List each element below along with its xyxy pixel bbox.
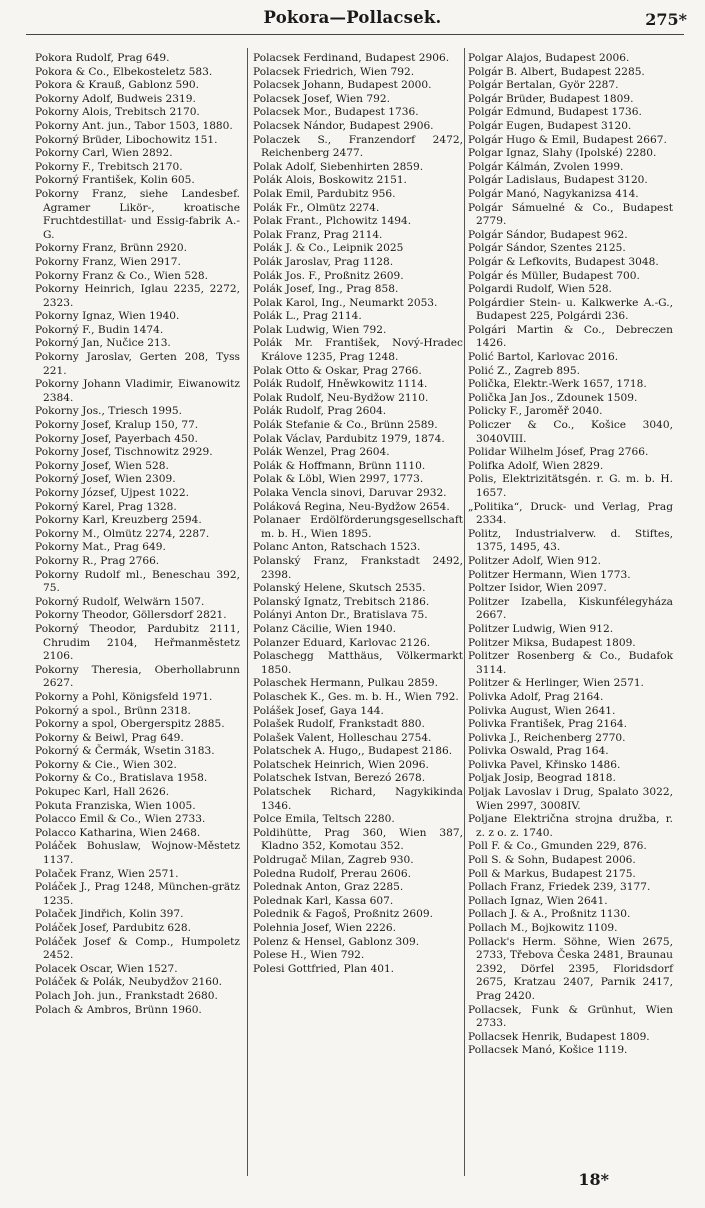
- directory-entry: Pokorny Franz, Wien 2917.: [35, 255, 181, 268]
- directory-entry: Polák Rudolf, Hněwkowitz 1114.: [253, 378, 428, 391]
- directory-entry: Polanaer Erdölförderungsgesellschaft m. b. H., Wien 1895.: [253, 514, 463, 540]
- directory-entry: Pokorny Franz & Co., Wien 528.: [35, 269, 208, 282]
- directory-entry: Polacco Emil & Co., Wien 2733.: [35, 813, 206, 826]
- directory-entry: Polednak Anton, Graz 2285.: [253, 881, 404, 894]
- directory-entry: Polaschegg Matthäus, Völkermarkt 1850.: [253, 650, 463, 676]
- directory-entry: Pokorný & Čermák, Wsetin 3183.: [35, 745, 215, 758]
- directory-entry: Polaschek Hermann, Pulkau 2859.: [253, 677, 438, 690]
- directory-entry: Polgár Brüder, Budapest 1809.: [468, 92, 634, 105]
- directory-entry: Pollach J. & A., Proßnitz 1130.: [468, 908, 631, 921]
- directory-entry: Poláček Josef, Pardubitz 628.: [35, 922, 191, 934]
- directory-entry: Polgár Eugen, Budapest 3120.: [468, 119, 632, 132]
- directory-entry: Polak Karol, Ing., Neumarkt 2053.: [253, 296, 438, 309]
- directory-entry: Pollack's Herm. Söhne, Wien 2675, 2733, Třebova Česka 2481, Braunau 2392, Dörfel 2395, Floridsdorf 2675, Kratzau 2407, Parnik 2417, Prag 2420.: [468, 935, 673, 1002]
- directory-entry: Pokorny Carl, Wien 2892.: [35, 147, 173, 160]
- directory-entry: Polesi Gottfried, Plan 401.: [253, 962, 395, 975]
- directory-entry: Polatschek Istvan, Berezó 2678.: [253, 772, 426, 785]
- directory-entry: Pokorny M., Olmütz 2274, 2287.: [35, 527, 210, 540]
- directory-entry: Pokora & Krauß, Gablonz 590.: [35, 79, 200, 92]
- directory-entry: Polak Frant., Plchowitz 1494.: [253, 215, 412, 228]
- directory-entry: Polak Emil, Pardubitz 956.: [253, 187, 396, 200]
- directory-entry: Pokorný Rudolf, Welwärn 1507.: [35, 595, 205, 608]
- directory-entry: Pokorny József, Ujpest 1022.: [35, 487, 189, 499]
- directory-entry: Pokorny & Cie., Wien 302.: [35, 758, 177, 771]
- directory-entry: Polák Alois, Boskowitz 2151.: [253, 174, 407, 187]
- directory-entry: Pokorny Josef, Payerbach 450.: [35, 432, 198, 445]
- directory-entry: Pokorny Ant. jun., Tabor 1503, 1880.: [35, 119, 233, 132]
- directory-entry: Pokorny Josef, Kralup 150, 77.: [35, 419, 199, 432]
- directory-entry: Polacek Oscar, Wien 1527.: [35, 962, 178, 975]
- directory-entry: Polák Stefanie & Co., Brünn 2589.: [253, 419, 438, 432]
- directory-entry: Pokorny Theodor, Göllersdorf 2821.: [35, 609, 227, 622]
- directory-entry: Polak Rudolf, Neu-Bydžow 2110.: [253, 391, 429, 404]
- directory-entry: Polacsek Johann, Budapest 2000.: [253, 79, 432, 92]
- directory-entry: Pokorný F., Budin 1474.: [35, 323, 164, 336]
- directory-entry: Polányi Anton Dr., Bratislava 75.: [253, 609, 428, 622]
- directory-entry: Polenz & Hensel, Gablonz 309.: [253, 935, 420, 948]
- directory-entry: Policky F., Jaroměř 2040.: [468, 405, 603, 418]
- directory-entry: Polivka František, Prag 2164.: [468, 718, 627, 731]
- directory-entry: Poláček J., Prag 1248, München-grätz 1235.: [35, 881, 240, 907]
- directory-entry: Polanz Cäcilie, Wien 1940.: [253, 622, 396, 635]
- directory-entry: Polivka J., Reichenberg 2770.: [468, 731, 626, 744]
- directory-entry: Polák Wenzel, Prag 2604.: [253, 446, 390, 459]
- directory-entry: Politzer Ludwig, Wien 912.: [468, 622, 614, 635]
- directory-entry: Pollach Ignaz, Wien 2641.: [468, 894, 608, 907]
- directory-entry: Pokuta Franziska, Wien 1005.: [35, 799, 196, 812]
- directory-entry: Pollacsek Henrik, Budapest 1809.: [468, 1030, 650, 1043]
- directory-entry: Polednak Karl, Kassa 607.: [253, 894, 394, 907]
- directory-entry: Poll & Markus, Budapest 2175.: [468, 867, 636, 880]
- directory-entry: Polanský Franz, Frankstadt 2492, 2398.: [253, 554, 463, 581]
- directory-entry: Poláková Regina, Neu-Bydžow 2654.: [253, 500, 450, 513]
- page-number: 275*: [645, 10, 687, 29]
- directory-entry: Pokorny Jaroslav, Gerten 208, Tyss 221.: [35, 351, 240, 377]
- directory-entry: Pokorny Franz, siehe Landesbef. Agramer Likör-, kroatische Fruchtdestillat- und Essig-fabrik A.-G.: [35, 187, 240, 241]
- directory-entry: Pokorný a spol., Brünn 2318.: [35, 704, 191, 717]
- directory-entry: Polatschek Richard, Nagykikinda 1346.: [253, 786, 463, 812]
- directory-entry: Polanský Ignatz, Trebitsch 2186.: [253, 595, 430, 608]
- directory-entry: Polaka Vencla sinovi, Daruvar 2932.: [253, 487, 447, 499]
- directory-entry: Politzer Rosenberg & Co., Budafok 3114.: [468, 650, 673, 676]
- directory-entry: Polák Josef, Ing., Prag 858.: [253, 283, 399, 296]
- directory-entry: Pokorný František, Kolin 605.: [35, 174, 195, 187]
- directory-entry: Poledna Rudolf, Prerau 2606.: [253, 867, 412, 880]
- directory-entry: Pokorny Josef, Wien 528.: [35, 459, 169, 472]
- directory-entry: Pollach M., Bojkowitz 1109.: [468, 922, 618, 934]
- directory-entry: Polák Jos. F., Proßnitz 2609.: [253, 269, 404, 282]
- directory-entry: Polášek Josef, Gaya 144.: [253, 704, 384, 717]
- directory-entry: Polgár Manó, Nagykanizsa 414.: [468, 187, 639, 200]
- column-1: [35, 52, 240, 1017]
- directory-entry: Poláček & Polák, Neubydžov 2160.: [35, 976, 223, 989]
- directory-entry: Polák Fr., Olmütz 2274.: [253, 201, 380, 214]
- directory-entry: Polach Joh. jun., Frankstadt 2680.: [35, 989, 218, 1002]
- directory-entry: Polacsek Ferdinand, Budapest 2906.: [253, 52, 450, 64]
- directory-entry: Polacsek Josef, Wien 792.: [253, 92, 390, 105]
- directory-entry: Polgár Bertalan, Györ 2287.: [468, 79, 619, 92]
- directory-entry: Polivka August, Wien 2641.: [468, 704, 616, 717]
- directory-entry: Polanc Anton, Ratschach 1523.: [253, 541, 421, 554]
- directory-entry: Polgardi Rudolf, Wien 528.: [468, 283, 612, 296]
- directory-entry: Polaček Jindřich, Kolin 397.: [35, 908, 184, 921]
- page-title: Pokora—Pollacsek.: [263, 8, 442, 27]
- directory-entry: Polaczek S., Franzendorf 2472, Reichenberg 2477.: [253, 133, 463, 160]
- directory-entry: Poll F. & Co., Gmunden 229, 876.: [468, 840, 647, 853]
- directory-entry: Politzer & Herlinger, Wien 2571.: [468, 677, 644, 690]
- directory-entry: Polgár Sámuelné & Co., Budapest 2779.: [468, 201, 673, 228]
- directory-entry: Polička Jan Jos., Zdounek 1509.: [468, 391, 638, 404]
- column-3: [468, 52, 673, 1058]
- directory-entry: Politz, Industrialverw. d. Stiftes, 1375, 1495, 43.: [468, 527, 673, 554]
- directory-entry: Polak Adolf, Siebenhirten 2859.: [253, 160, 424, 173]
- directory-entry: Polaschek K., Ges. m. b. H., Wien 792.: [253, 690, 459, 703]
- directory-entry: Pokorny Adolf, Budweis 2319.: [35, 92, 196, 105]
- directory-entry: Pokorny a Pohl, Königsfeld 1971.: [35, 690, 213, 703]
- column-divider-2: [464, 48, 465, 1176]
- directory-entry: Poláček Josef & Comp., Humpoletz 2452.: [35, 935, 240, 962]
- directory-entry: Polak Václav, Pardubitz 1979, 1874.: [253, 432, 445, 445]
- directory-entry: Poljak Josip, Beograd 1818.: [468, 772, 616, 785]
- footer-page-number: 18*: [578, 1170, 609, 1189]
- directory-entry: Politzer Adolf, Wien 912.: [468, 554, 602, 567]
- directory-entry: Polgár & Lefkovits, Budapest 3048.: [468, 255, 659, 268]
- directory-entry: Polivka Oswald, Prag 164.: [468, 745, 609, 758]
- directory-entry: Polić Z., Zagreb 895.: [468, 364, 580, 377]
- directory-entry: Pollacsek, Funk & Grünhut, Wien 2733.: [468, 1003, 673, 1030]
- directory-entry: Polgár Edmund, Budapest 1736.: [468, 106, 642, 119]
- directory-entry: Politzer Izabella, Kiskunfélegyháza 2667.: [468, 595, 673, 622]
- page-header: [0, 4, 705, 38]
- directory-entry: Polacsek Mor., Budapest 1736.: [253, 106, 419, 119]
- directory-entry: Poll S. & Sohn, Budapest 2006.: [468, 854, 636, 867]
- directory-entry: Pokorny F., Trebitsch 2170.: [35, 160, 183, 173]
- directory-entry: Pokorny Karl, Kreuzberg 2594.: [35, 514, 202, 527]
- directory-entry: Politzer Hermann, Wien 1773.: [468, 568, 631, 581]
- directory-entry: Polák Mr. František, Nový-Hradec Králove 1235, Prag 1248.: [253, 337, 463, 364]
- directory-entry: Pokorny Theresia, Oberhollabrunn 2627.: [35, 663, 240, 690]
- directory-entry: Polak Franz, Prag 2114.: [253, 228, 383, 241]
- directory-entry: Pokorný Josef, Wien 2309.: [35, 473, 176, 486]
- directory-entry: Polgárdier Stein- u. Kalkwerke A.-G., Budapest 225, Polgárdi 236.: [468, 296, 673, 323]
- directory-entry: Polgár Kálmán, Zvolen 1999.: [468, 160, 624, 173]
- directory-entry: Polák L., Prag 2114.: [253, 310, 362, 323]
- directory-entry: Polifka Adolf, Wien 2829.: [468, 459, 604, 472]
- directory-entry: Polak Ludwig, Wien 792.: [253, 323, 387, 336]
- directory-entry: Poljak Lavoslav i Drug, Spalato 3022, Wien 2997, 3008IV.: [468, 786, 673, 812]
- directory-entry: Polgár Hugo & Emil, Budapest 2667.: [468, 133, 667, 146]
- directory-entry: Polach & Ambros, Brünn 1960.: [35, 1003, 202, 1016]
- directory-entry: Pokorny Jos., Triesch 1995.: [35, 405, 182, 418]
- directory-entry: Polacsek Friedrich, Wien 792.: [253, 65, 415, 78]
- directory-entry: Pokorny Franz, Brünn 2920.: [35, 242, 187, 255]
- column-2: [253, 52, 463, 976]
- directory-entry: Poláček Bohuslaw, Wojnow-Městetz 1137.: [35, 840, 240, 867]
- directory-entry: Poljane Električna strojna družba, r. z. z o. z. 1740.: [468, 813, 673, 839]
- directory-entry: Pokorny Rudolf ml., Beneschau 392, 75.: [35, 568, 240, 595]
- directory-entry: Polanzer Eduard, Karlovac 2126.: [253, 636, 431, 649]
- directory-entry: Pokorny & Co., Bratislava 1958.: [35, 772, 208, 785]
- directory-entry: Pokorný Theodor, Pardubitz 2111, Chrudim 2104, Heřmanměstetz 2106.: [35, 622, 240, 663]
- directory-entry: Polanský Helene, Skutsch 2535.: [253, 582, 426, 595]
- directory-entry: Pokorny & Beiwl, Prag 649.: [35, 731, 184, 744]
- directory-entry: Polce Emila, Teltsch 2280.: [253, 813, 395, 826]
- directory-entry: Politzer Miksa, Budapest 1809.: [468, 636, 636, 649]
- directory-entry: Pokorny Ignaz, Wien 1940.: [35, 310, 180, 323]
- header-rule: [26, 34, 684, 35]
- directory-entry: Polić Bartol, Karlovac 2016.: [468, 351, 619, 364]
- directory-entry: Polgár Ladislaus, Budapest 3120.: [468, 174, 648, 187]
- directory-entry: Pokupec Karl, Hall 2626.: [35, 786, 170, 799]
- directory-entry: Poldihütte, Prag 360, Wien 387, Kladno 352, Komotau 352.: [253, 826, 463, 853]
- directory-entry: Polgár Sándor, Szentes 2125.: [468, 242, 626, 255]
- directory-entry: Polák J. & Co., Leipnik 2025: [253, 242, 404, 255]
- directory-entry: Pokorny Johann Vladimir, Eiwanowitz 2384.: [35, 378, 240, 404]
- directory-entry: Pokorny Mat., Prag 649.: [35, 541, 166, 554]
- directory-entry: Polgár és Müller, Budapest 700.: [468, 269, 640, 282]
- directory-entry: Polehnia Josef, Wien 2226.: [253, 922, 396, 934]
- directory-entry: Polák Jaroslav, Prag 1128.: [253, 255, 394, 268]
- directory-entry: Policzer & Co., Košice 3040, 3040VIII.: [468, 419, 673, 445]
- directory-entry: Pokora Rudolf, Prag 649.: [35, 52, 170, 64]
- directory-entry: Poltzer Isidor, Wien 2097.: [468, 582, 607, 595]
- column-divider-1: [247, 48, 248, 1176]
- directory-entry: Polák & Hoffmann, Brünn 1110.: [253, 459, 426, 472]
- directory-entry: Pokorný Brüder, Libochowitz 151.: [35, 133, 218, 146]
- directory-entry: Polička, Elektr.-Werk 1657, 1718.: [468, 378, 647, 391]
- directory-entry: Polgar Ignaz, Slahy (Ipolské) 2280.: [468, 147, 657, 160]
- directory-entry: Polgár Sándor, Budapest 962.: [468, 228, 628, 241]
- directory-entry: Polašek Rudolf, Frankstadt 880.: [253, 718, 425, 731]
- directory-entry: Pokora & Co., Elbekosteletz 583.: [35, 65, 213, 78]
- directory-entry: Polgár B. Albert, Budapest 2285.: [468, 65, 645, 78]
- directory-entry: Polak Otto & Oskar, Prag 2766.: [253, 364, 422, 377]
- directory-entry: Pokorny a spol, Obergerspitz 2885.: [35, 718, 225, 731]
- directory-entry: Polednik & Fagoš, Proßnitz 2609.: [253, 908, 433, 921]
- directory-entry: Polidar Wilhelm Jósef, Prag 2766.: [468, 446, 649, 459]
- directory-entry: Pokorny Alois, Trebitsch 2170.: [35, 106, 200, 119]
- directory-entry: Polatschek A. Hugo,, Budapest 2186.: [253, 745, 453, 758]
- directory-entry: Polak & Löbl, Wien 2997, 1773.: [253, 473, 424, 486]
- directory-entry: Pokorny Heinrich, Iglau 2235, 2272, 2323.: [35, 283, 240, 309]
- directory-entry: Polese H., Wien 792.: [253, 949, 365, 962]
- directory-entry: Polaček Franz, Wien 2571.: [35, 867, 179, 880]
- directory-entry: Pokorny Josef, Tischnowitz 2929.: [35, 446, 213, 459]
- directory-entry: Polák Rudolf, Prag 2604.: [253, 405, 387, 418]
- directory-entry: Polivka Adolf, Prag 2164.: [468, 690, 604, 703]
- directory-entry: Pollach Franz, Friedek 239, 3177.: [468, 881, 651, 894]
- directory-entry: Polacsek Nándor, Budapest 2906.: [253, 119, 434, 132]
- directory-entry: Polivka Pavel, Křinsko 1486.: [468, 758, 621, 771]
- directory-entry: Pollacsek Manó, Košice 1119.: [468, 1044, 628, 1057]
- directory-entry: Pokorny R., Prag 2766.: [35, 554, 160, 567]
- directory-entry: Polis, Elektrizitätsgén. r. G. m. b. H. 1657.: [468, 473, 673, 499]
- directory-entry: Polacco Katharina, Wien 2468.: [35, 826, 201, 839]
- directory-entry: „Politika“, Druck- und Verlag, Prag 2334.: [468, 500, 673, 527]
- directory-entry: Polgári Martin & Co., Debreczen 1426.: [468, 323, 673, 350]
- directory-entry: Polatschek Heinrich, Wien 2096.: [253, 758, 429, 771]
- directory-entry: Poldrugač Milan, Zagreb 930.: [253, 854, 414, 867]
- directory-entry: Polašek Valent, Holleschau 2754.: [253, 731, 432, 744]
- directory-entry: Polgar Alajos, Budapest 2006.: [468, 52, 630, 64]
- directory-entry: Pokorný Karel, Prag 1328.: [35, 500, 177, 513]
- directory-entry: Pokorný Jan, Nučice 213.: [35, 337, 171, 350]
